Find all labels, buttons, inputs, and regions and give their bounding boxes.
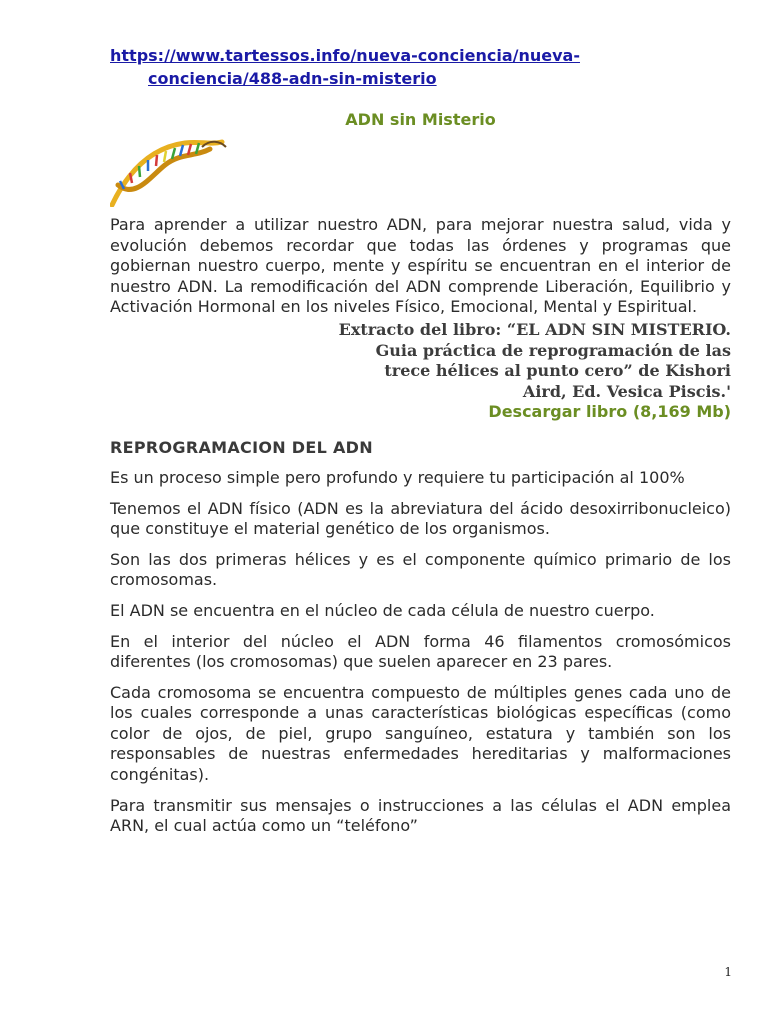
intro-paragraph: Para aprender a utilizar nuestro ADN, para mejorar nuestra salud, vida y evolución debemos recordar que todas las órdenes y programas que gobiernan nuestro cuerpo, mente y espíritu se encuentran en el interior de nuestro ADN. La remodificación del ADN comprende Liberación, Equilibrio y Activación Hormonal en los niveles Físico, Emocional, Mental y Espiritual.: [110, 215, 731, 317]
article-title: ADN sin Misterio: [345, 110, 496, 129]
body-paragraph: Para transmitir sus mensajes o instrucciones a las células el ADN emplea ARN, el cual actúa como un “teléfono”: [110, 795, 731, 836]
credit-line-2: Guia práctica de reprogramación de las: [375, 340, 731, 360]
page-number: 1: [724, 965, 732, 979]
source-url-link[interactable]: [110, 44, 731, 90]
credit-line-3: trece hélices al punto cero” de Kishori: [384, 361, 731, 381]
body-paragraph: Son las dos primeras hélices y es el componente químico primario de los cromosomas.: [110, 549, 731, 590]
body-paragraph: El ADN se encuentra en el núcleo de cada célula de nuestro cuerpo.: [110, 600, 655, 620]
body-paragraph: Cada cromosoma se encuentra compuesto de múltiples genes cada uno de los cuales corresponde a unas características biológicas específicas (como color de ojos, de piel, grupo sanguíneo, estatura y también son los responsables de nuestras enfermedades hereditarias y malformaciones congénitas).: [110, 682, 731, 785]
document-page: [110, 44, 731, 837]
download-book-link[interactable]: Descargar libro (8,169 Mb): [488, 402, 731, 422]
body-paragraph: Tenemos el ADN físico (ADN es la abreviatura del ácido desoxirribonucleico) que constituye el material genético de los organismos.: [110, 498, 731, 539]
credit-line-1: Extracto del libro: “EL ADN SIN MISTERIO.: [338, 319, 731, 339]
section-heading: REPROGRAMACION DEL ADN: [110, 437, 373, 457]
body-paragraph: Es un proceso simple pero profundo y requiere tu participación al 100%: [110, 467, 685, 487]
body-paragraph: En el interior del núcleo el ADN forma 46 filamentos cromosómicos diferentes (los cromosomas) que suelen aparecer en 23 pares.: [110, 631, 731, 672]
url-line-1: https://www.tartessos.info/nueva-conciencia/nueva-: [110, 46, 580, 65]
url-line-2: conciencia/488-adn-sin-misterio: [148, 69, 437, 88]
dna-helix-icon: [110, 137, 230, 207]
book-credit: [110, 320, 731, 402]
dna-image: [110, 137, 731, 207]
credit-line-4: Aird, Ed. Vesica Piscis.': [522, 381, 731, 401]
